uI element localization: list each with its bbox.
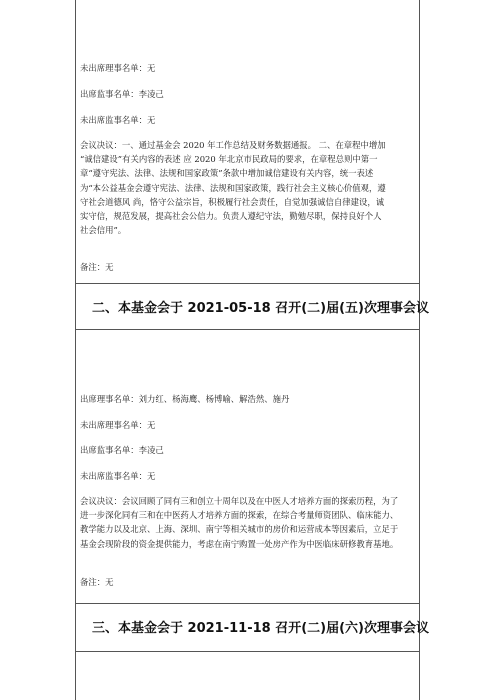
resolution-line: 守社会道德风 尚，恪守公益宗旨，积极履行社会责任，自觉加强诚信自律建设，诚 (80, 196, 385, 207)
row-divider (75, 651, 420, 652)
attending-directors: 出席理事名单：刘力红、杨海鹰、杨博喻、解浩然、施丹 (80, 394, 290, 404)
absent-directors: 未出席理事名单：无 (80, 420, 156, 430)
table-left-border (75, 0, 76, 700)
resolution-line: 会议决议：会议回顾了同有三和创立十周年以及在中医人才培养方面的探索历程，为了 (80, 496, 399, 506)
attending-supervisors: 出席监事名单：李凌己 (80, 89, 164, 99)
attending-supervisors: 出席监事名单：李凌己 (80, 445, 164, 455)
remarks: 备注：无 (80, 577, 114, 587)
resolution-paragraph (80, 494, 398, 551)
section-heading: 三、本基金会于 2021-11-18 召开(二)届(六)次理事会议 (92, 621, 429, 636)
resolution-line: 为“本公益基金会遵守宪法、法律、法规和国家政策，践行社会主义核心价值观，遵 (80, 182, 386, 193)
absent-supervisors: 未出席监事名单：无 (80, 471, 156, 481)
resolution-line: 教学能力以及北京、上海、深圳、南宁等相关城市的房价和运营成本等因素后，立足于 (80, 524, 399, 535)
resolution-line: 章“遵守宪法、法律、法规和国家政策”条款中增加诚信建设有关内容，统一表述 (80, 168, 374, 179)
resolution-paragraph (80, 138, 386, 237)
resolution-line: 会议决议：一、通过基金会 2020 年工作总结及财务数据通报。 二、在章程中增加 (80, 140, 386, 150)
resolution-line: 进一步深化同有三和在中医药人才培养方面的探索，在综合考量师资团队、临床能力、 (80, 510, 399, 521)
section-heading: 二、本基金会于 2021-05-18 召开(二)届(五)次理事会议 (92, 301, 429, 316)
absent-supervisors: 未出席监事名单：无 (80, 115, 156, 125)
row-divider (75, 283, 420, 284)
table-right-border (419, 0, 420, 700)
resolution-line: 实守信，规范发展，提高社会公信力。负责人遵纪守法，勤勉尽职，保持良好个人 (80, 211, 382, 222)
resolution-line: 社会信用”。 (80, 225, 127, 236)
absent-directors: 未出席理事名单：无 (80, 63, 156, 73)
resolution-line: 基金会现阶段的资金提供能力，考虑在南宁购置一处房产作为中医临床研修教育基地。 (80, 538, 399, 549)
row-divider (75, 603, 420, 604)
remarks: 备注：无 (80, 262, 114, 272)
resolution-line: “诚信建设”有关内容的表述 应 2020 年北京市民政局的要求，在章程总则中第一 (80, 154, 378, 165)
row-divider (75, 329, 420, 330)
